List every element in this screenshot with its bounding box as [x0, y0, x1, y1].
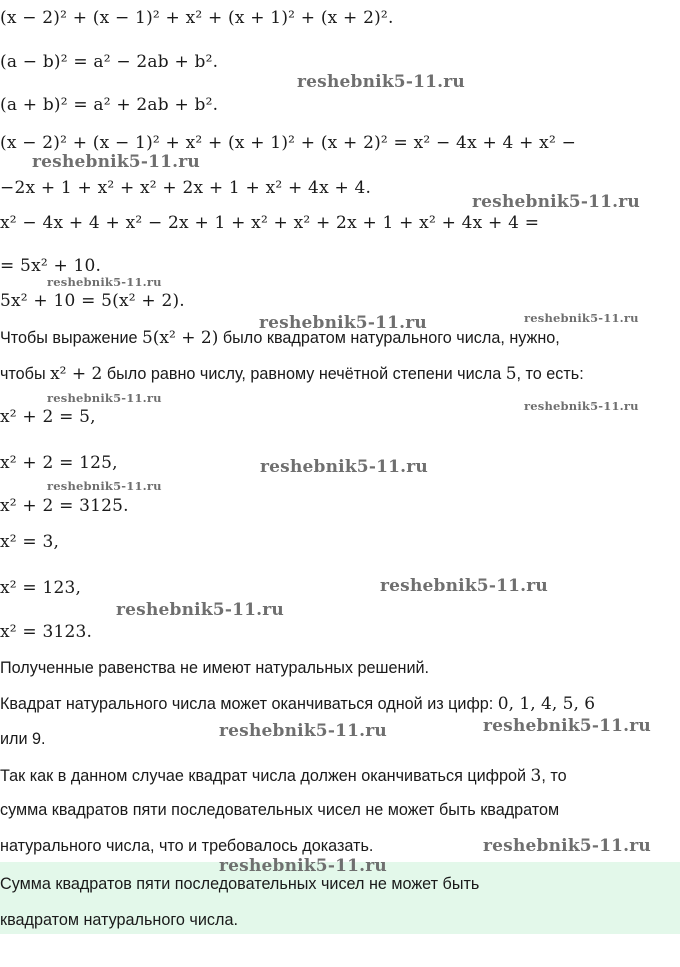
- watermark: reshebnik5-11.ru: [219, 856, 387, 876]
- equation-3: x² + 2 = 3125.: [0, 496, 129, 516]
- paragraph-last-digits-2: или 9.: [0, 730, 46, 748]
- watermark: reshebnik5-11.ru: [116, 600, 284, 620]
- paragraph-conclusion-1: Так как в данном случае квадрат числа должен оканчиваться цифрой 3, то: [0, 766, 567, 786]
- watermark: reshebnik5-11.ru: [483, 716, 651, 736]
- math-expansion-line-1: (x − 2)² + (x − 1)² + x² + (x + 1)² + (x + 2)² = x² − 4x + 4 + x² −: [0, 133, 577, 153]
- watermark: reshebnik5-11.ru: [524, 399, 639, 413]
- paragraph-conclusion-3: натурального числа, что и требовалось доказать.: [0, 837, 374, 855]
- math-sum-expression: (x − 2)² + (x − 1)² + x² + (x + 1)² + (x + 2)².: [0, 8, 394, 28]
- math-simplified: = 5x² + 10.: [0, 256, 102, 276]
- watermark: reshebnik5-11.ru: [380, 576, 548, 596]
- paragraph-condition-2: чтобы x² + 2 было равно числу, равному нечётной степени числа 5, то есть:: [0, 364, 584, 384]
- equation-6: x² = 3123.: [0, 622, 93, 642]
- math-formula-difference-square: (a − b)² = a² − 2ab + b².: [0, 52, 219, 72]
- watermark: reshebnik5-11.ru: [524, 311, 639, 325]
- equation-2: x² + 2 = 125,: [0, 453, 118, 473]
- paragraph-condition-1: Чтобы выражение 5(x² + 2) было квадратом натурального числа, нужно,: [0, 328, 560, 348]
- watermark: reshebnik5-11.ru: [219, 721, 387, 741]
- watermark: reshebnik5-11.ru: [47, 479, 162, 493]
- watermark: reshebnik5-11.ru: [47, 391, 162, 405]
- equation-1: x² + 2 = 5,: [0, 407, 96, 427]
- paragraph-no-solutions: Полученные равенства не имеют натуральных решений.: [0, 659, 430, 677]
- math-expansion-line-3: x² − 4x + 4 + x² − 2x + 1 + x² + x² + 2x + 1 + x² + 4x + 4 =: [0, 213, 540, 233]
- watermark: reshebnik5-11.ru: [472, 192, 640, 212]
- math-factored: 5x² + 10 = 5(x² + 2).: [0, 291, 185, 311]
- watermark: reshebnik5-11.ru: [483, 836, 651, 856]
- paragraph-conclusion-2: сумма квадратов пяти последовательных чисел не может быть квадратом: [0, 801, 560, 819]
- equation-5: x² = 123,: [0, 578, 82, 598]
- watermark: reshebnik5-11.ru: [47, 275, 162, 289]
- watermark: reshebnik5-11.ru: [32, 152, 200, 172]
- answer-line-1: Сумма квадратов пяти последовательных чисел не может быть: [0, 875, 480, 893]
- paragraph-last-digits-1: Квадрат натурального числа может оканчиваться одной из цифр: 0, 1, 4, 5, 6: [0, 694, 596, 714]
- math-formula-sum-square: (a + b)² = a² + 2ab + b².: [0, 95, 219, 115]
- watermark: reshebnik5-11.ru: [260, 457, 428, 477]
- watermark: reshebnik5-11.ru: [297, 72, 465, 92]
- watermark: reshebnik5-11.ru: [259, 313, 427, 333]
- math-expansion-line-2: −2x + 1 + x² + x² + 2x + 1 + x² + 4x + 4.: [0, 178, 372, 198]
- equation-4: x² = 3,: [0, 532, 60, 552]
- answer-line-2: квадратом натурального числа.: [0, 911, 238, 929]
